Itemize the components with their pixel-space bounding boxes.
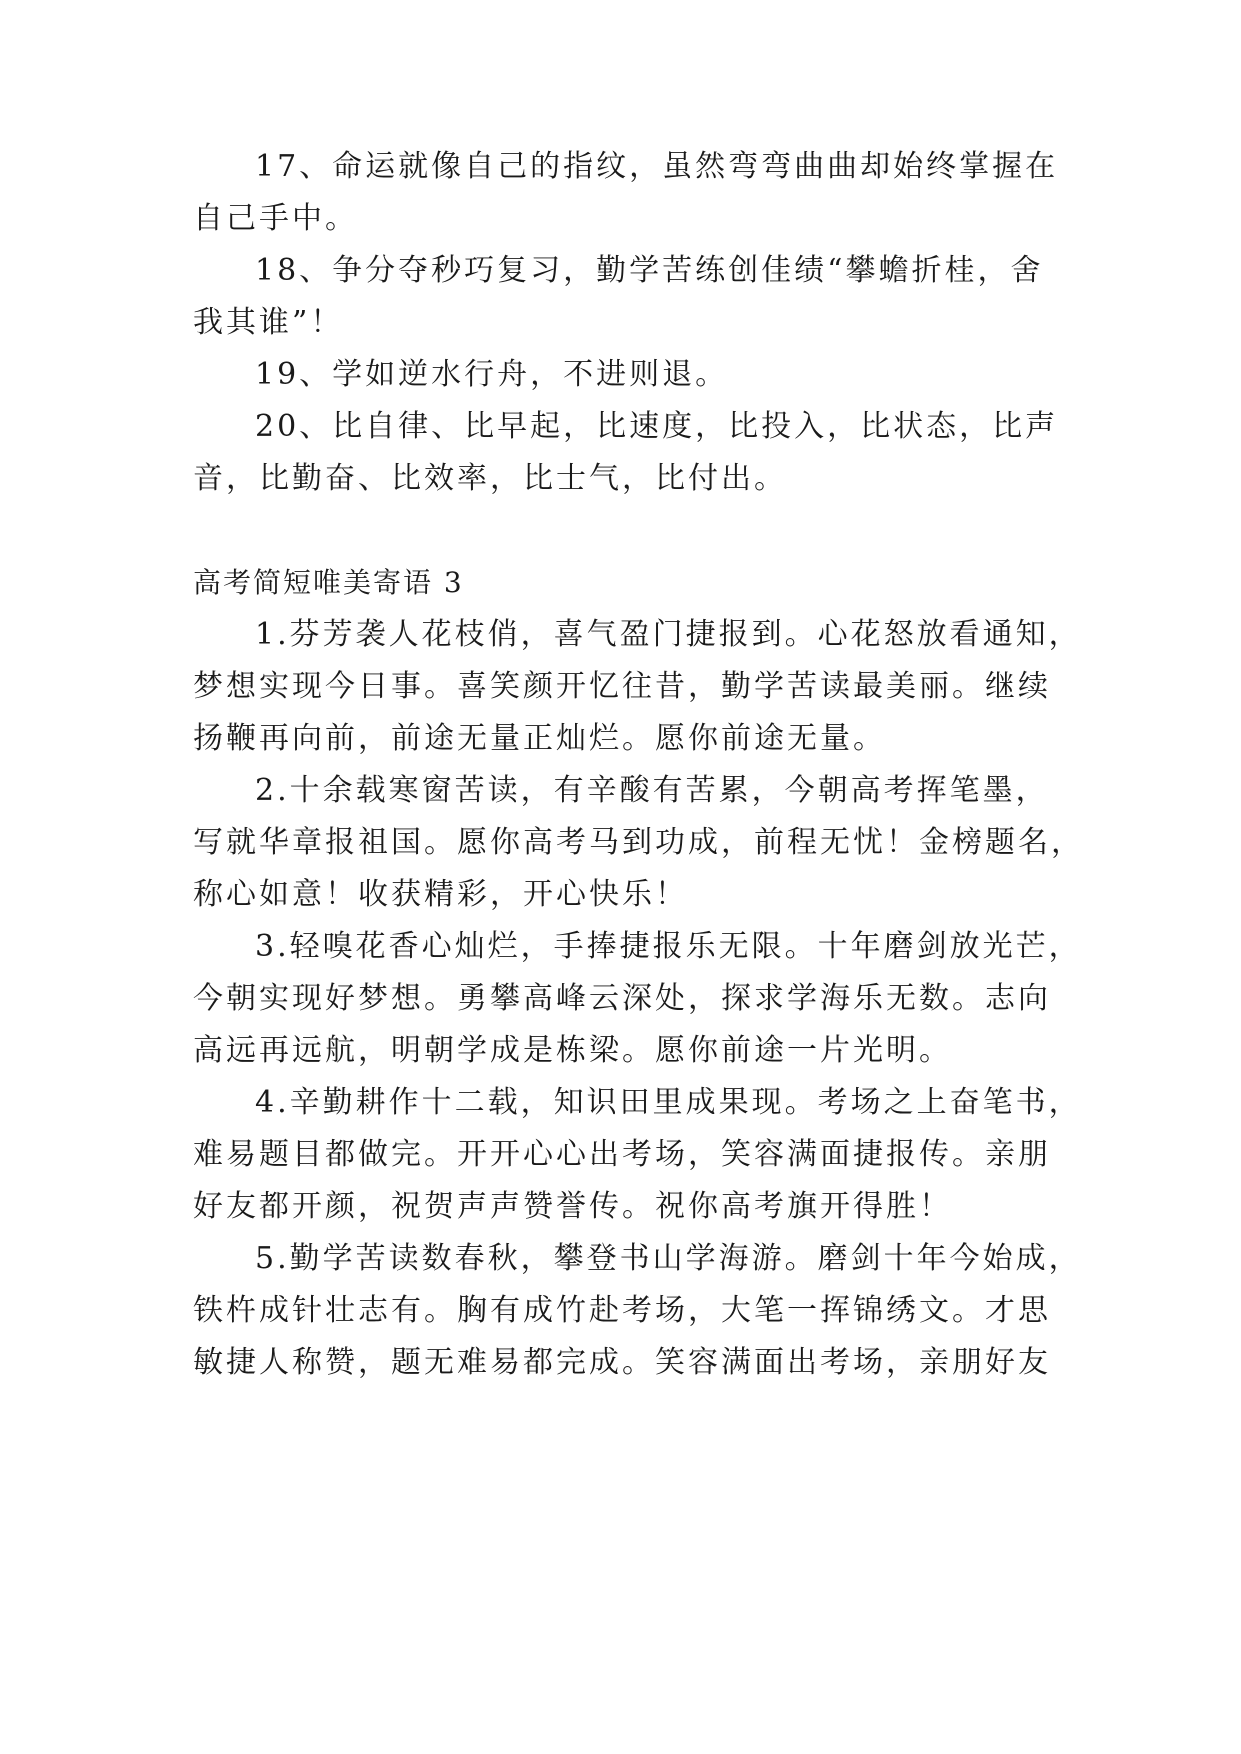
item-4-line-2: 难易题目都做完。开开心心出考场，笑容满面捷报传。亲朋 bbox=[193, 1137, 1051, 1172]
item-5-line-3: 敏捷人称赞，题无难易都完成。笑容满面出考场，亲朋好友 bbox=[193, 1345, 1051, 1380]
item-2-line-1: 2.十余载寒窗苦读，有辛酸有苦累，今朝高考挥笔墨， bbox=[255, 773, 1049, 808]
item-18-line-2: 我其谁”！ bbox=[193, 305, 344, 340]
section-title: 高考简短唯美寄语 3 bbox=[193, 566, 464, 599]
item-5-line-2: 铁杵成针壮志有。胸有成竹赴考场，大笔一挥锦绣文。才思 bbox=[193, 1293, 1051, 1328]
item-17-line-1: 17、命运就像自己的指纹，虽然弯弯曲曲却始终掌握在 bbox=[255, 149, 1059, 184]
item-19-line-1: 19、学如逆水行舟，不进则退。 bbox=[255, 357, 729, 392]
item-5-line-1: 5.勤学苦读数春秋，攀登书山学海游。磨剑十年今始成， bbox=[255, 1241, 1082, 1276]
item-3-line-2: 今朝实现好梦想。勇攀高峰云深处，探求学海乐无数。志向 bbox=[193, 981, 1051, 1016]
item-3-line-3: 高远再远航，明朝学成是栋梁。愿你前途一片光明。 bbox=[193, 1033, 952, 1068]
item-20-line-2: 音，比勤奋、比效率，比士气，比付出。 bbox=[193, 461, 787, 496]
item-4-line-1: 4.辛勤耕作十二载，知识田里成果现。考场之上奋笔书， bbox=[255, 1085, 1082, 1120]
item-2-line-2: 写就华章报祖国。愿你高考马到功成，前程无忧！金榜题名， bbox=[193, 825, 1084, 860]
item-3-line-1: 3.轻嗅花香心灿烂，手捧捷报乐无限。十年磨剑放光芒， bbox=[255, 929, 1082, 964]
item-17-line-2: 自己手中。 bbox=[193, 201, 358, 236]
item-4-line-3: 好友都开颜，祝贺声声赞誉传。祝你高考旗开得胜！ bbox=[193, 1189, 952, 1224]
item-2-line-3: 称心如意！收获精彩，开心快乐！ bbox=[193, 877, 688, 912]
item-1-line-2: 梦想实现今日事。喜笑颜开忆往昔，勤学苦读最美丽。继续 bbox=[193, 669, 1051, 704]
item-1-line-3: 扬鞭再向前，前途无量正灿烂。愿你前途无量。 bbox=[193, 721, 886, 756]
item-1-line-1: 1.芬芳袭人花枝俏，喜气盈门捷报到。心花怒放看通知， bbox=[255, 617, 1082, 652]
item-18-line-1: 18、争分夺秒巧复习，勤学苦练创佳绩“攀蟾折桂，舍 bbox=[255, 253, 1044, 288]
item-20-line-1: 20、比自律、比早起，比速度，比投入，比状态，比声 bbox=[255, 409, 1059, 444]
